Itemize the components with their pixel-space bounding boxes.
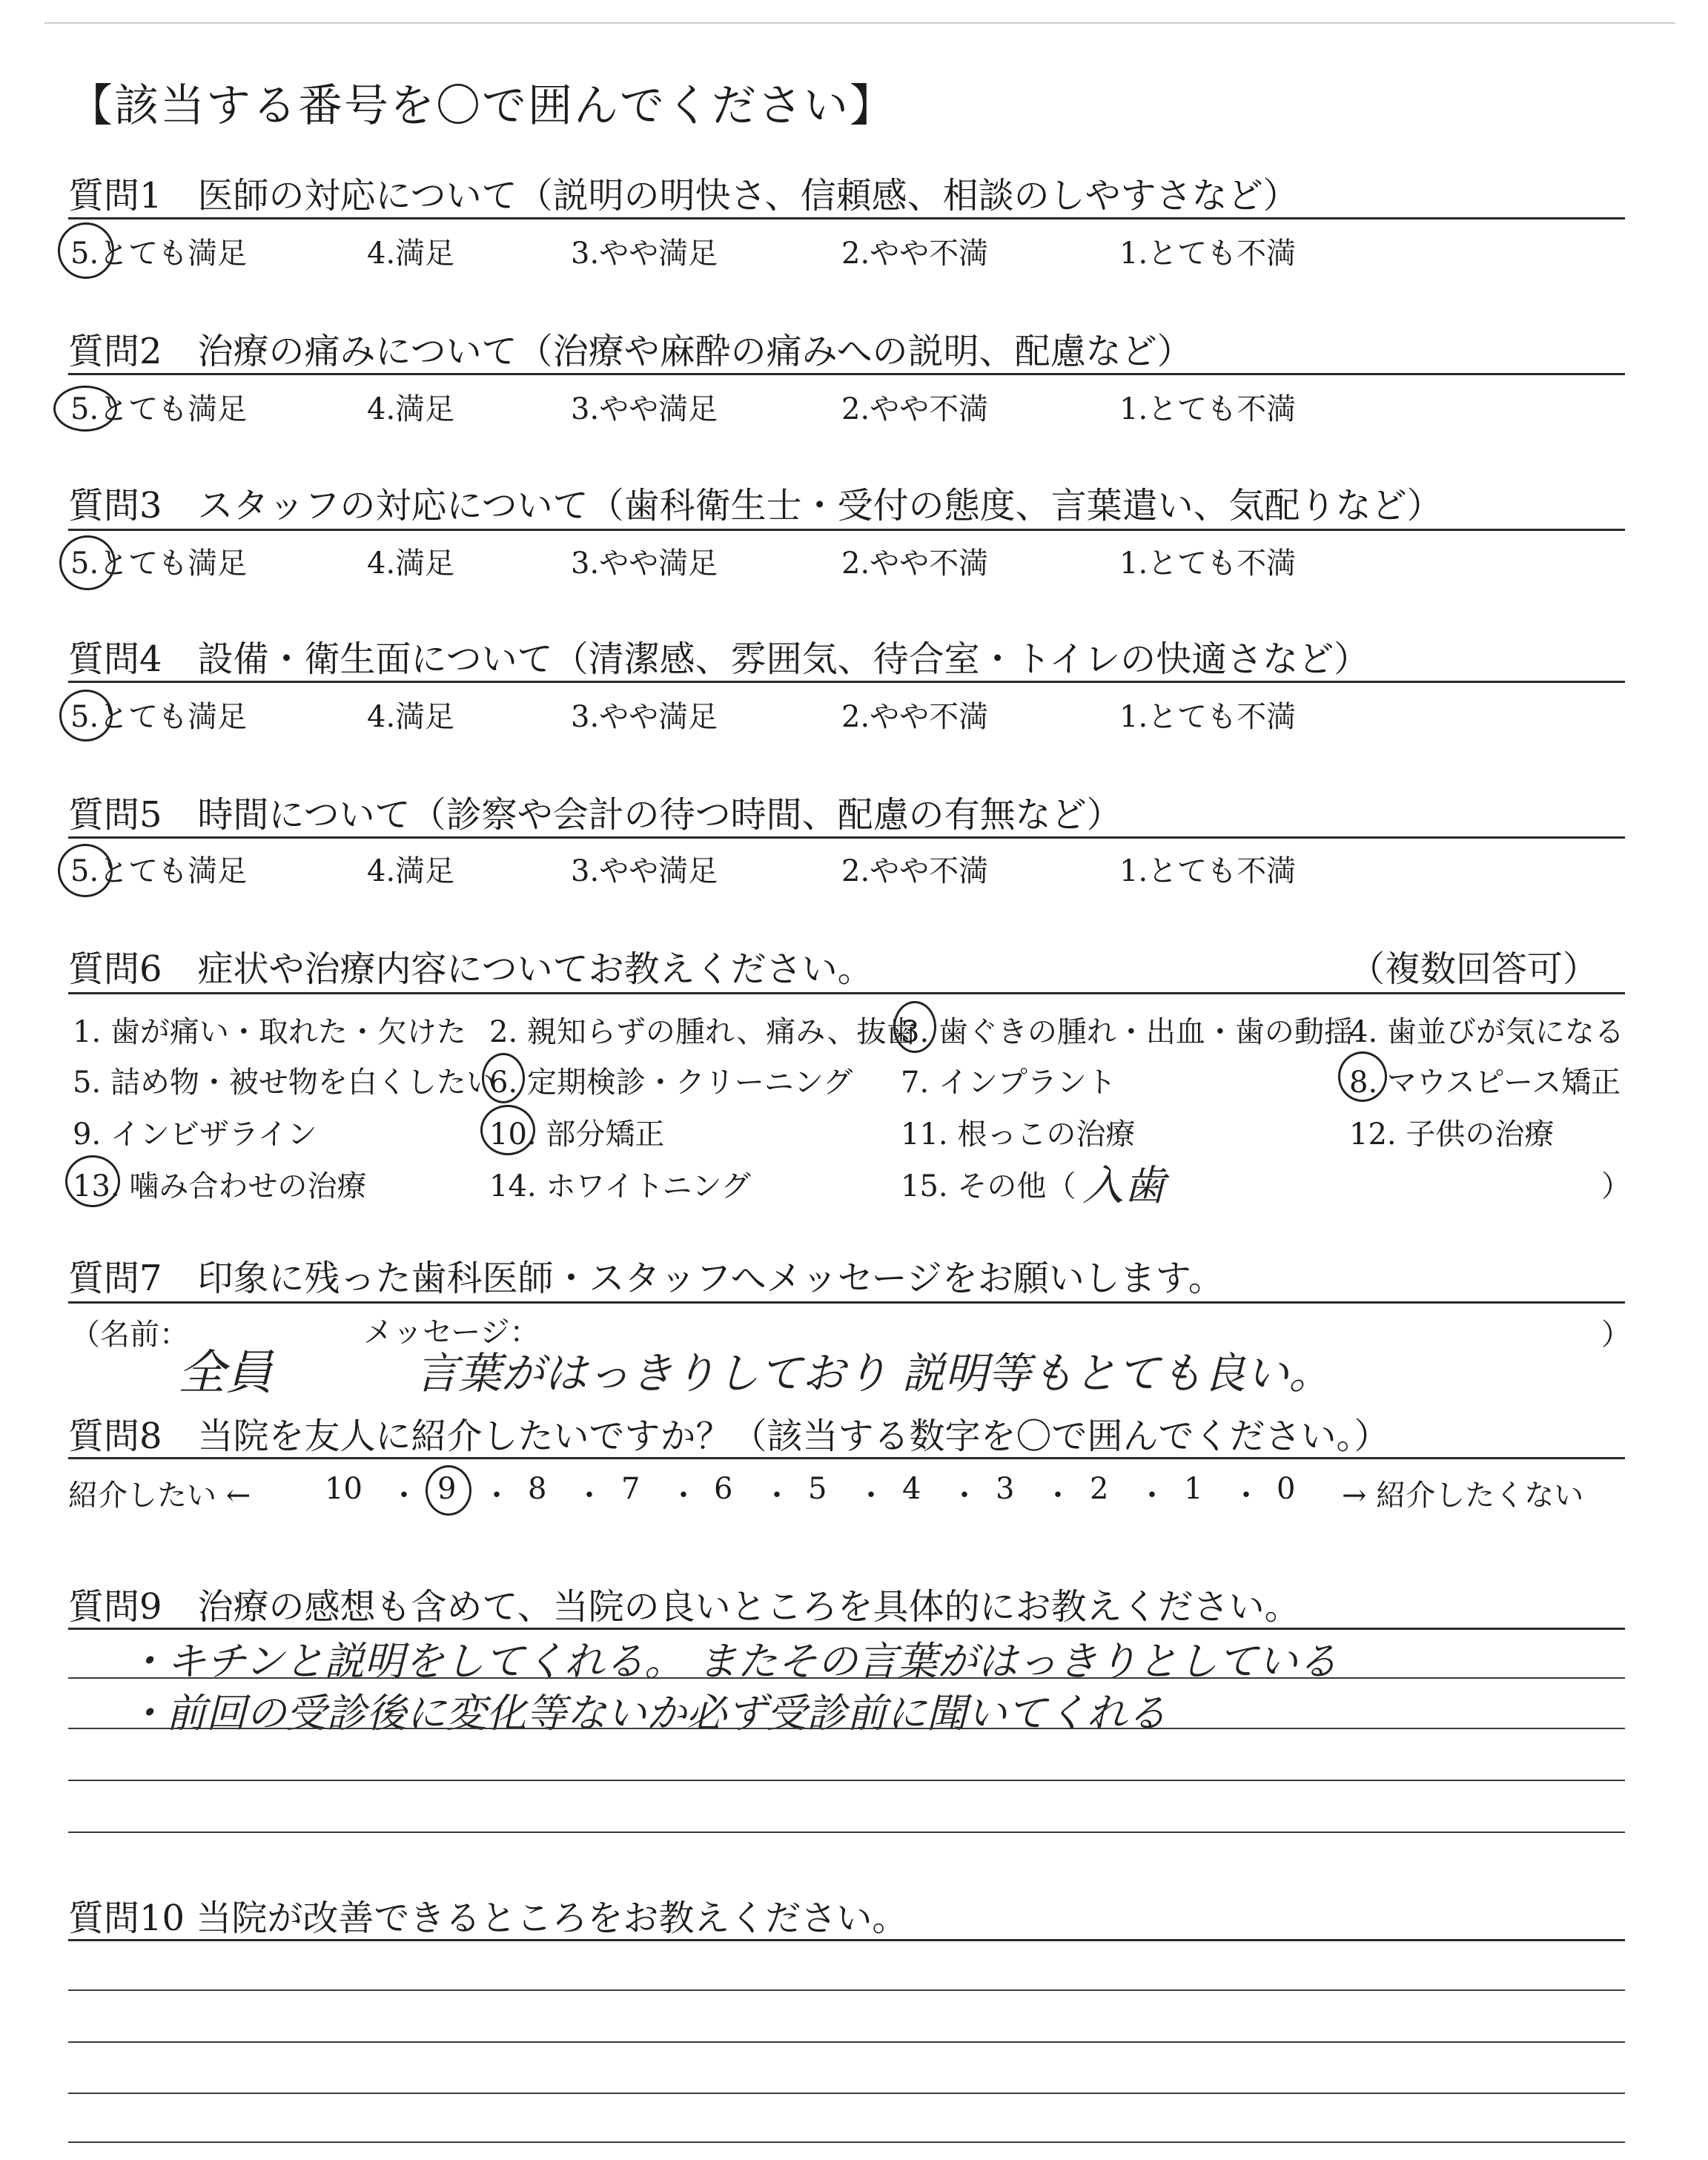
q3-option-2[interactable]: 2.やや不満 (841, 546, 989, 581)
q6-item-11[interactable]: 11. 根っこの治療 (901, 1117, 1136, 1152)
q6-title: 質問6 症状や治療内容についてお教えください。 (68, 948, 873, 990)
q10-line-4 (68, 2141, 1625, 2143)
q8-separator: ・ (575, 1479, 604, 1513)
q3-title: 質問3 スタッフの対応について（歯科衛生士・受付の態度、言葉遣い、気配りなど） (68, 485, 1443, 526)
q6-circle-10 (480, 1105, 535, 1155)
q8-separator: ・ (856, 1479, 886, 1513)
q7-name-handwritten: 全員 (178, 1346, 273, 1401)
q4-option-2[interactable]: 2.やや不満 (841, 700, 989, 734)
q8-number-8[interactable]: 8 (528, 1472, 547, 1506)
q8-number-9[interactable]: 9 (437, 1472, 457, 1506)
q8-number-7[interactable]: 7 (621, 1472, 640, 1506)
q8-number-0[interactable]: 0 (1277, 1472, 1296, 1506)
q4-rule (68, 681, 1625, 683)
q6-item-3[interactable]: 3. 歯ぐきの腫れ・出血・歯の動揺 (901, 1015, 1354, 1049)
q9-answer-line-2: ・前回の受診後に変化等ないか必ず受診前に聞いてくれる (126, 1690, 1167, 1737)
q9-answer-line-1: ・キチンと説明をしてくれる。 またその言葉がはっきりとしている (126, 1638, 1338, 1685)
q6-item-5[interactable]: 5. 詰め物・被せ物を白くしたい (73, 1066, 496, 1100)
q2-option-2[interactable]: 2.やや不満 (841, 392, 989, 426)
q8-separator: ・ (482, 1479, 512, 1513)
q6-item-4[interactable]: 4. 歯並びが気になる (1349, 1015, 1624, 1049)
q9-line-1 (68, 1677, 1625, 1679)
q10-line-3 (68, 2093, 1625, 2094)
q5-option-1[interactable]: 1.とても不満 (1119, 854, 1297, 888)
q8-selection-circle (426, 1465, 471, 1516)
q10-line-2 (68, 2041, 1625, 2043)
q9-line-4 (68, 1832, 1625, 1833)
q1-option-5[interactable]: 5.とても満足 (70, 237, 248, 271)
q3-selection-circle (59, 535, 116, 590)
q8-separator: ・ (389, 1479, 419, 1513)
q10-rule (68, 1939, 1625, 1941)
q6-item-13[interactable]: 13. 噛み合わせの治療 (73, 1169, 367, 1203)
q8-separator: ・ (950, 1479, 979, 1513)
q10-title: 質問10 当院が改善できるところをお教えください。 (68, 1898, 908, 1939)
q4-selection-circle (59, 690, 113, 742)
q8-number-1[interactable]: 1 (1184, 1472, 1203, 1506)
q1-option-4[interactable]: 4.満足 (367, 237, 455, 271)
q8-number-4[interactable]: 4 (902, 1472, 921, 1506)
q4-option-5[interactable]: 5.とても満足 (70, 700, 248, 734)
q3-option-5[interactable]: 5.とても満足 (70, 546, 248, 581)
q8-separator: ・ (762, 1479, 792, 1513)
q5-option-5[interactable]: 5.とても満足 (70, 854, 248, 888)
q9-line-2 (68, 1728, 1625, 1729)
q7-rule (68, 1301, 1625, 1304)
q3-option-3[interactable]: 3.やや満足 (571, 546, 718, 581)
q2-option-1[interactable]: 1.とても不満 (1119, 392, 1297, 426)
q1-option-2[interactable]: 2.やや不満 (841, 237, 989, 271)
q7-close: ） (1601, 1318, 1631, 1352)
q10-line-1 (68, 1989, 1625, 1991)
q1-option-3[interactable]: 3.やや満足 (571, 237, 718, 271)
q6-item-15[interactable]: 15. その他（ (901, 1169, 1076, 1203)
q4-title: 質問4 設備・衛生面について（清潔感、雰囲気、待合室・トイレの快適さなど） (68, 638, 1370, 680)
q7-title: 質問7 印象に残った歯科医師・スタッフへメッセージをお願いします。 (68, 1258, 1224, 1299)
q6-circle-13 (65, 1155, 120, 1207)
q3-rule (68, 529, 1625, 531)
q3-option-1[interactable]: 1.とても不満 (1119, 546, 1297, 581)
q5-option-4[interactable]: 4.満足 (367, 854, 455, 888)
q7-message-handwritten: 言葉がはっきりしており 説明等もとても良い。 (415, 1348, 1332, 1398)
q8-number-3[interactable]: 3 (996, 1472, 1015, 1506)
q5-option-3[interactable]: 3.やや満足 (571, 854, 718, 888)
q2-option-5[interactable]: 5.とても満足 (70, 392, 248, 426)
q6-item-12[interactable]: 12. 子供の治療 (1349, 1117, 1555, 1152)
q7-message-label: メッセージ： (363, 1315, 540, 1350)
q2-title: 質問2 治療の痛みについて（治療や麻酔の痛みへの説明、配慮など） (68, 331, 1193, 372)
q6-item-2[interactable]: 2. 親知らずの腫れ、痛み、抜歯 (489, 1015, 916, 1049)
q4-option-1[interactable]: 1.とても不満 (1119, 700, 1297, 734)
q6-item-6[interactable]: 6. 定期検診・クリーニング (489, 1066, 853, 1100)
page-heading: 【該当する番号を〇で囲んでください】 (68, 80, 896, 132)
q2-option-3[interactable]: 3.やや満足 (571, 392, 718, 426)
q6-item-1[interactable]: 1. 歯が痛い・取れた・欠けた (73, 1015, 466, 1049)
q1-selection-circle (58, 222, 114, 279)
q6-item-10[interactable]: 10. 部分矯正 (489, 1117, 665, 1152)
q6-other-close: ） (1601, 1169, 1631, 1203)
q6-item-7[interactable]: 7. インプラント (901, 1066, 1116, 1100)
q8-number-5[interactable]: 5 (808, 1472, 827, 1506)
q8-title: 質問8 当院を友人に紹介したいですか？（該当する数字を〇で囲んでください。） (68, 1416, 1390, 1457)
q2-selection-circle (53, 386, 117, 432)
q2-option-4[interactable]: 4.満足 (367, 392, 455, 426)
q8-separator: ・ (1231, 1479, 1261, 1513)
q8-separator: ・ (669, 1479, 698, 1513)
q1-rule (68, 217, 1625, 219)
q7-name-label: （名前： (70, 1318, 189, 1352)
q2-rule (68, 373, 1625, 375)
q1-title: 質問1 医師の対応について（説明の明快さ、信頼感、相談のしやすさなど） (68, 175, 1299, 217)
q6-circle-6 (482, 1053, 525, 1103)
q6-other-handwritten: 入歯 (1082, 1162, 1165, 1210)
q9-line-3 (68, 1780, 1625, 1781)
top-border (44, 22, 1675, 24)
q1-option-1[interactable]: 1.とても不満 (1119, 237, 1297, 271)
q6-rule (68, 992, 1625, 994)
q8-rule (68, 1457, 1625, 1459)
q6-item-14[interactable]: 14. ホワイトニング (489, 1169, 751, 1203)
q4-option-3[interactable]: 3.やや満足 (571, 700, 718, 734)
q8-left-label: 紹介したい ← (68, 1479, 251, 1513)
q8-number-6[interactable]: 6 (714, 1472, 733, 1506)
q5-title: 質問5 時間について（診察や会計の待つ時間、配慮の有無など） (68, 794, 1122, 836)
q6-item-8[interactable]: 8. マウスピース矯正 (1349, 1066, 1621, 1100)
q5-selection-circle (58, 844, 113, 897)
q5-option-2[interactable]: 2.やや不満 (841, 854, 989, 888)
q8-right-label: → 紹介したくない (1342, 1479, 1584, 1513)
q4-option-4[interactable]: 4.満足 (367, 700, 455, 734)
q8-separator: ・ (1043, 1479, 1073, 1513)
q8-separator: ・ (1137, 1479, 1167, 1513)
q8-number-2[interactable]: 2 (1090, 1472, 1109, 1506)
q6-note: （複数回答可） (1349, 948, 1599, 990)
q9-title: 質問9 治療の感想も含めて、当院の良いところを具体的にお教えください。 (68, 1586, 1300, 1628)
q5-rule (68, 836, 1625, 839)
q3-option-4[interactable]: 4.満足 (367, 546, 455, 581)
q6-item-9[interactable]: 9. インビザライン (73, 1117, 317, 1152)
q8-number-10[interactable]: 10 (325, 1472, 363, 1506)
q6-circle-3 (893, 1001, 936, 1053)
q6-circle-8 (1338, 1051, 1387, 1102)
